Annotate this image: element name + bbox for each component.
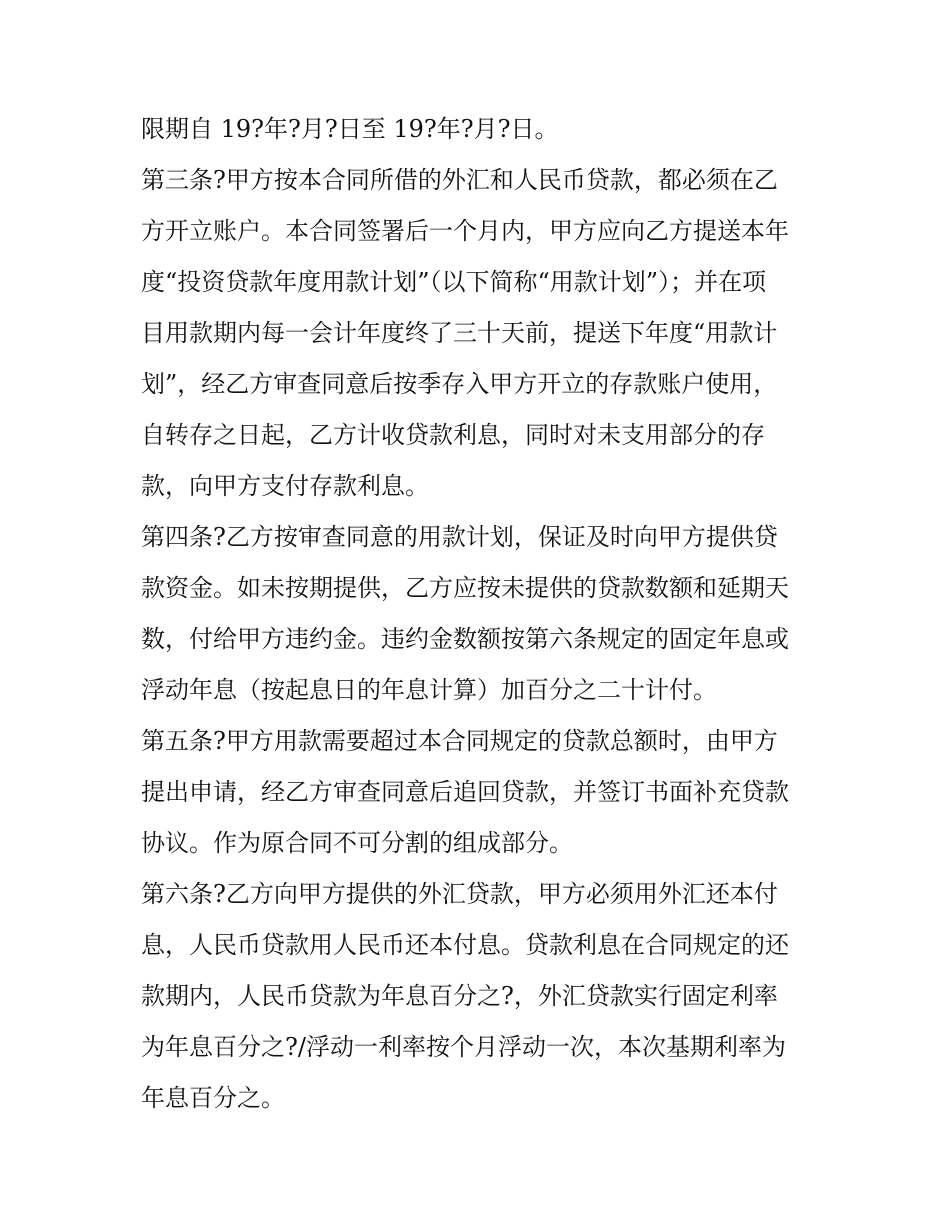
text-line: 款期内，人民币贷款为年息百分之?，外汇贷款实行固定利率 xyxy=(141,982,778,1010)
text-line: 款，向甲方支付存款利息。 xyxy=(141,472,429,500)
document-body xyxy=(141,104,821,1124)
text-line: 第六条?乙方向甲方提供的外汇贷款，甲方必须用外汇还本付 xyxy=(141,880,778,908)
text-line: 款资金。如未按期提供，乙方应按未提供的贷款数额和延期天 xyxy=(141,574,789,602)
text-line: 第四条?乙方按审查同意的用款计划，保证及时向甲方提供贷 xyxy=(141,523,778,551)
text-line: 数，付给甲方违约金。违约金数额按第六条规定的固定年息或 xyxy=(141,625,789,653)
text-line: 第五条?甲方用款需要超过本合同规定的贷款总额时，由甲方 xyxy=(141,727,778,755)
text-line: 度“投资贷款年度用款计划”（以下简称“用款计划”）；并在项 xyxy=(141,268,767,296)
text-line: 第三条?甲方按本合同所借的外汇和人民币贷款，都必须在乙 xyxy=(141,166,778,194)
text-line: 目用款期内每一会计年度终了三十天前，提送下年度“用款计 xyxy=(141,319,778,347)
text-line: 提出申请，经乙方审查同意后追回贷款，并签订书面补充贷款 xyxy=(141,778,789,806)
text-line: 息，人民币贷款用人民币还本付息。贷款利息在合同规定的还 xyxy=(141,931,789,959)
text-line: 浮动年息（按起息日的年息计算）加百分之二十计付。 xyxy=(141,676,717,704)
text-line: 自转存之日起，乙方计收贷款利息，同时对未支用部分的存 xyxy=(141,421,765,449)
text-line: 为年息百分之?/浮动一利率按个月浮动一次，本次基期利率为 xyxy=(141,1033,786,1061)
text-line: 协议。作为原合同不可分割的组成部分。 xyxy=(141,829,573,857)
text-line: 方开立账户。本合同签署后一个月内，甲方应向乙方提送本年 xyxy=(141,217,789,245)
text-line: 年息百分之。 xyxy=(141,1084,285,1112)
text-line: 限期自 19?年?月?日至 19?年?月?日。 xyxy=(141,115,559,143)
text-line: 划”，经乙方审查同意后按季存入甲方开立的存款账户使用， xyxy=(141,370,778,398)
